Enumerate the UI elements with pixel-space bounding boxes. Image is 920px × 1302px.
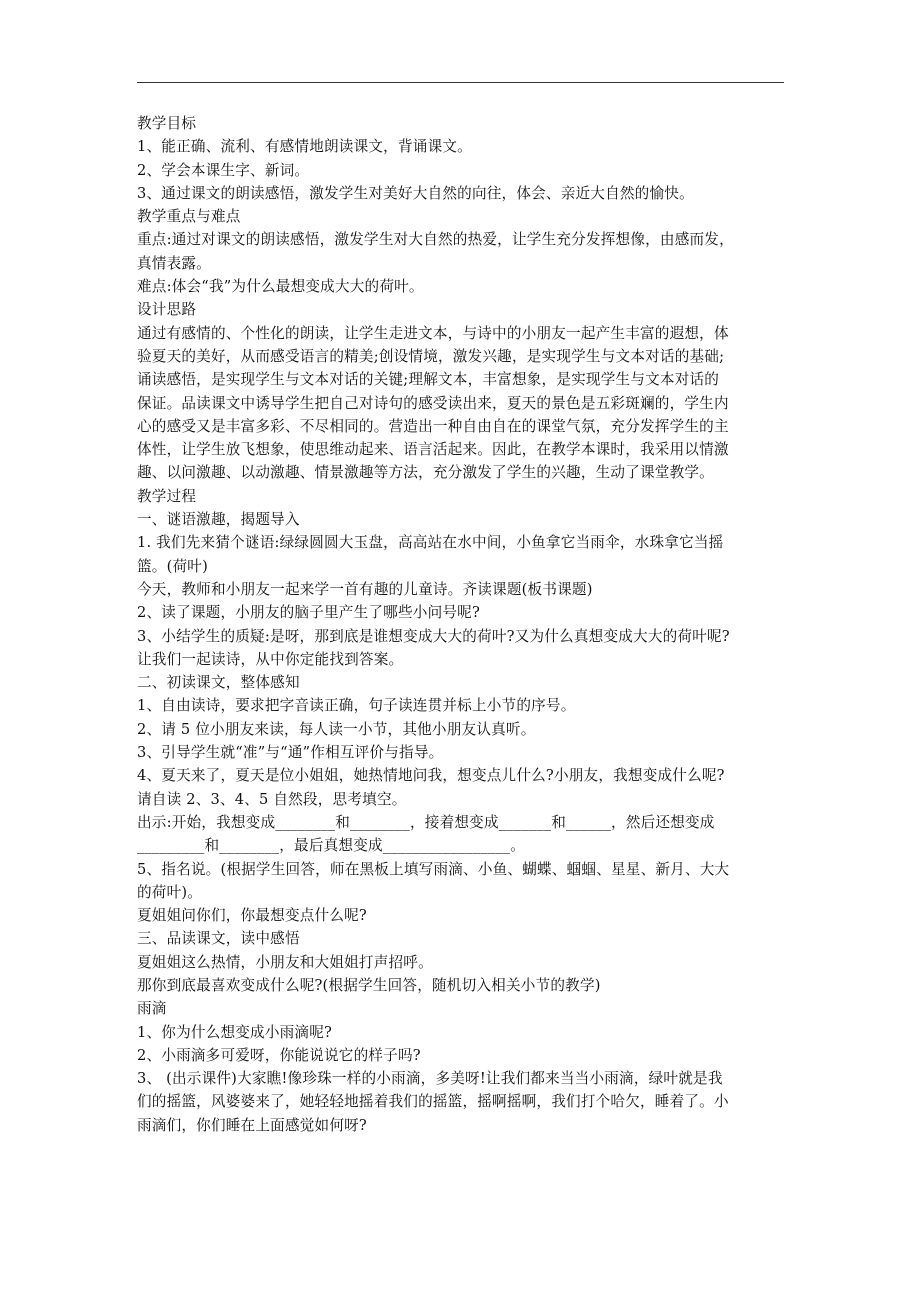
text-line: 2、小雨滴多可爱呀，你能说说它的样子吗? — [137, 1046, 421, 1064]
text-line: 二、初读课文，整体感知 — [137, 674, 300, 692]
text-line: 夏姐姐问你们，你最想变点什么呢? — [137, 907, 367, 925]
text-line: 1、自由读诗，要求把字音读正确，句子读连贯并标上小节的序号。 — [137, 697, 576, 715]
text-line: 三、品读课文，读中感悟 — [137, 930, 300, 948]
document-body — [137, 112, 787, 1137]
text-line: 4、夏天来了，夏天是位小姐姐，她热情地问我，想变点儿什么?小朋友，我想变成什么呢? — [137, 767, 725, 785]
text-line: 1、你为什么想变成小雨滴呢? — [137, 1023, 333, 1041]
text-line: 3、小结学生的质疑:是呀，那到底是谁想变成大大的荷叶?又为什么真想变成大大的荷叶呢? — [137, 627, 730, 645]
text-line: 诵读感悟，是实现学生与文本对话的关键;理解文本，丰富想象，是实现学生与文本对话的 — [137, 371, 720, 389]
text-line: 3、引导学生就“准”与“通”作相互评价与指导。 — [137, 744, 444, 762]
text-line: 今天，教师和小朋友一起来学一首有趣的儿童诗。齐读课题(板书课题) — [137, 580, 593, 598]
text-line: 雨滴 — [137, 1000, 167, 1018]
text-line: 难点:体会“我”为什么最想变成大大的荷叶。 — [137, 278, 424, 296]
text-line: 1. 我们先来猜个谜语:绿绿圆圆大玉盘，高高站在水中间，小鱼拿它当雨伞，水珠拿它当摇 — [137, 534, 724, 552]
text-line: 们的摇篮，风婆婆来了，她轻轻地摇着我们的摇篮，摇啊摇啊，我们打个哈欠，睡着了。小 — [137, 1093, 729, 1111]
text-line: _________和________，最后真想变成_________________。 — [137, 837, 526, 855]
text-line: 教学目标 — [137, 115, 197, 132]
text-line: 的荷叶)。 — [137, 883, 203, 901]
text-line: 2、请 5 位小朋友来读，每人读一小节，其他小朋友认真听。 — [137, 720, 536, 738]
text-line: 一、谜语激趣，揭题导入 — [137, 511, 300, 529]
text-line: 5、指名说。(根据学生回答，师在黑板上填写雨滴、小鱼、蝴蝶、蝈蝈、星星、新月、大大 — [137, 860, 730, 878]
text-line: 让我们一起读诗，从中你定能找到答案。 — [137, 650, 404, 668]
text-line: 3、 (出示课件)大家瞧!像珍珠一样的小雨滴，多美呀!让我们都来当当小雨滴，绿叶就是我 — [137, 1070, 723, 1088]
text-line: 2、学会本课生字、新词。 — [137, 161, 310, 179]
text-line: 心的感受又是丰富多彩、不尽相同的。营造出一种自由自在的课堂气氛，充分发挥学生的主 — [137, 417, 729, 435]
text-line: 夏姐姐这么热情，小朋友和大姐姐打声招呼。 — [137, 953, 433, 971]
text-line: 2、读了课题，小朋友的脑子里产生了哪些小问号呢? — [137, 604, 480, 622]
text-line: 教学重点与难点 — [137, 208, 241, 226]
text-line: 请自读 2、3、4、5 自然段，思考填空。 — [137, 790, 407, 808]
text-line: 教学过程 — [137, 487, 197, 505]
text-line: 那你到底最喜欢变成什么呢?(根据学生回答，随机切入相关小节的教学) — [137, 976, 601, 994]
text-line: 真情表露。 — [137, 254, 211, 272]
text-line: 1、能正确、流利、有感情地朗读课文，背诵课文。 — [137, 138, 472, 156]
text-line: 出示:开始，我想变成________和________，接着想变成_______和______，然后还想变成 — [137, 813, 715, 831]
text-line: 重点:通过对课文的朗读感悟，激发学生对大自然的热爱，让学生充分发挥想像，由感而发， — [137, 231, 734, 249]
text-line: 验夏天的美好，从而感受语言的精美;创设情境，激发兴趣，是实现学生与文本对话的基础; — [137, 347, 725, 365]
text-line: 雨滴们，你们睡在上面感觉如何呀? — [137, 1116, 367, 1134]
text-line: 体性，让学生放飞想象，使思维动起来、语言活起来。因此，在教学本课时，我采用以情激 — [137, 441, 729, 459]
text-line: 趣、以问激趣、以动激趣、情景激趣等方法，充分激发了学生的兴趣，生动了课堂教学。 — [137, 464, 714, 482]
text-line: 篮。(荷叶) — [137, 557, 208, 575]
text-line: 设计思路 — [137, 301, 197, 319]
text-line: 通过有感情的、个性化的朗读，让学生走进文本，与诗中的小朋友一起产生丰富的遐想，体 — [137, 324, 729, 342]
text-line: 保证。品读课文中诱导学生把自己对诗句的感受读出来，夏天的景色是五彩斑斓的，学生内 — [137, 394, 729, 412]
text-line: 3、通过课文的朗读感悟，激发学生对美好大自然的向往，体会、亲近大自然的愉快。 — [137, 184, 694, 202]
header-rule — [137, 82, 784, 83]
